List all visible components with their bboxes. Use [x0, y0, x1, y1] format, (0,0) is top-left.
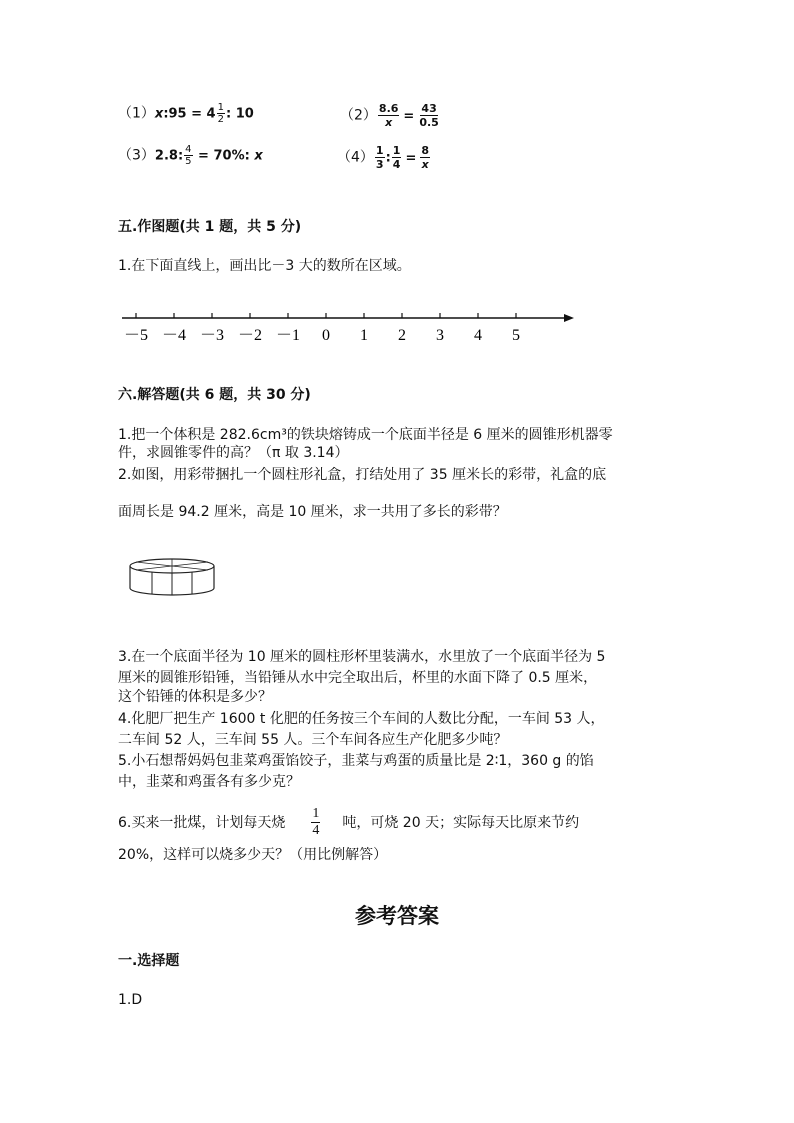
- fraction: $\frac{1}{2}$: [217, 102, 224, 125]
- equation-4: （4） $\frac{1}{3}$ : $\frac{1}{4}$ = $\frac{8}{x}$: [337, 144, 429, 171]
- section-6-heading: 六.解答题(共 6 题，共 30 分): [118, 387, 311, 403]
- number-line-label: 4: [474, 327, 482, 344]
- fraction: $\frac{8.6}{x}$: [378, 102, 399, 129]
- answer-section-1-heading: 一.选择题: [118, 953, 180, 969]
- answer-1: 1.D: [118, 992, 143, 1008]
- question-6-3-line-2: 厘米的圆锥形铅锤，当铅锤从水中完全取出后，杯里的水面下降了 0.5 厘米，: [118, 670, 598, 686]
- question-6-5-line-2: 中，韭菜和鸡蛋各有多少克？: [118, 774, 300, 790]
- equation-1: （1）x:95 = 4 $\frac{1}{2}$ : 10: [118, 102, 254, 125]
- answer-key-title: 参考答案: [355, 903, 439, 928]
- question-6-5-line-1: 5.小石想帮妈妈包韭菜鸡蛋馅饺子，韭菜与鸡蛋的质量比是 2∶1，360 g 的馅: [118, 753, 594, 769]
- arrow-icon: [564, 314, 574, 322]
- cylinder-gift-box-figure: [126, 556, 222, 604]
- fraction: $\frac{1}{3}$: [375, 144, 384, 171]
- equation-3: （3）2.8: $\frac{4}{5}$ = 70%: x: [118, 144, 263, 167]
- number-line-label: 0: [322, 327, 330, 344]
- equation-2: （2） $\frac{8.6}{x}$ = $\frac{43}{0.5}$: [340, 102, 439, 129]
- number-line-label: 1: [360, 327, 368, 344]
- fraction: $\frac{1}{4}$: [392, 144, 401, 171]
- question-5-1: 1.在下面直线上，画出比－3 大的数所在区域。: [118, 258, 411, 274]
- question-6-4-line-1: 4.化肥厂把生产 1600 t 化肥的任务按三个车间的人数比分配，一车间 53 人，: [118, 711, 605, 727]
- question-6-2-line-1: 2.如图，用彩带捆扎一个圆柱形礼盒，打结处用了 35 厘米长的彩带，礼盒的底: [118, 467, 607, 483]
- question-6-6-line-2: 20%，这样可以烧多少天？（用比例解答）: [118, 847, 388, 863]
- number-line-label: 2: [398, 327, 406, 344]
- fraction: $\frac{4}{5}$: [185, 144, 192, 167]
- number-line-label: －3: [199, 327, 225, 344]
- number-line-label: －1: [275, 327, 301, 344]
- fraction: $\frac{1}{4}$: [312, 806, 320, 838]
- number-line-label: －4: [161, 327, 187, 344]
- number-line-label: 5: [512, 327, 520, 344]
- question-6-4-line-2: 二车间 52 人，三车间 55 人。三个车间各应生产化肥多少吨？: [118, 732, 508, 748]
- question-6-1-line-1: 1.把一个体积是 282.6cm³的铁块熔铸成一个底面半径是 6 厘米的圆锥形机器零: [118, 427, 613, 443]
- number-line: [118, 308, 578, 348]
- number-line-label: －5: [123, 327, 149, 344]
- question-6-3-line-1: 3.在一个底面半径为 10 厘米的圆柱形杯里装满水，水里放了一个底面半径为 5: [118, 649, 606, 665]
- section-5-heading: 五.作图题(共 1 题，共 5 分): [118, 219, 302, 235]
- question-6-2-line-2: 面周长是 94.2 厘米，高是 10 厘米，求一共用了多长的彩带？: [118, 504, 507, 520]
- question-6-1-line-2: 件，求圆锥零件的高？（π 取 3.14）: [118, 445, 349, 461]
- fraction: $\frac{43}{0.5}$: [419, 102, 439, 129]
- number-line-label: －2: [237, 327, 263, 344]
- question-6-6-line-1: 6.买来一批煤，计划每天烧 $\frac{1}{4}$ 吨，可烧 20 天；实际每天比原来节约: [118, 806, 580, 838]
- number-line-label: 3: [436, 327, 444, 344]
- fraction: $\frac{8}{x}$: [421, 144, 429, 171]
- question-6-3-line-3: 这个铅锤的体积是多少？: [118, 689, 272, 705]
